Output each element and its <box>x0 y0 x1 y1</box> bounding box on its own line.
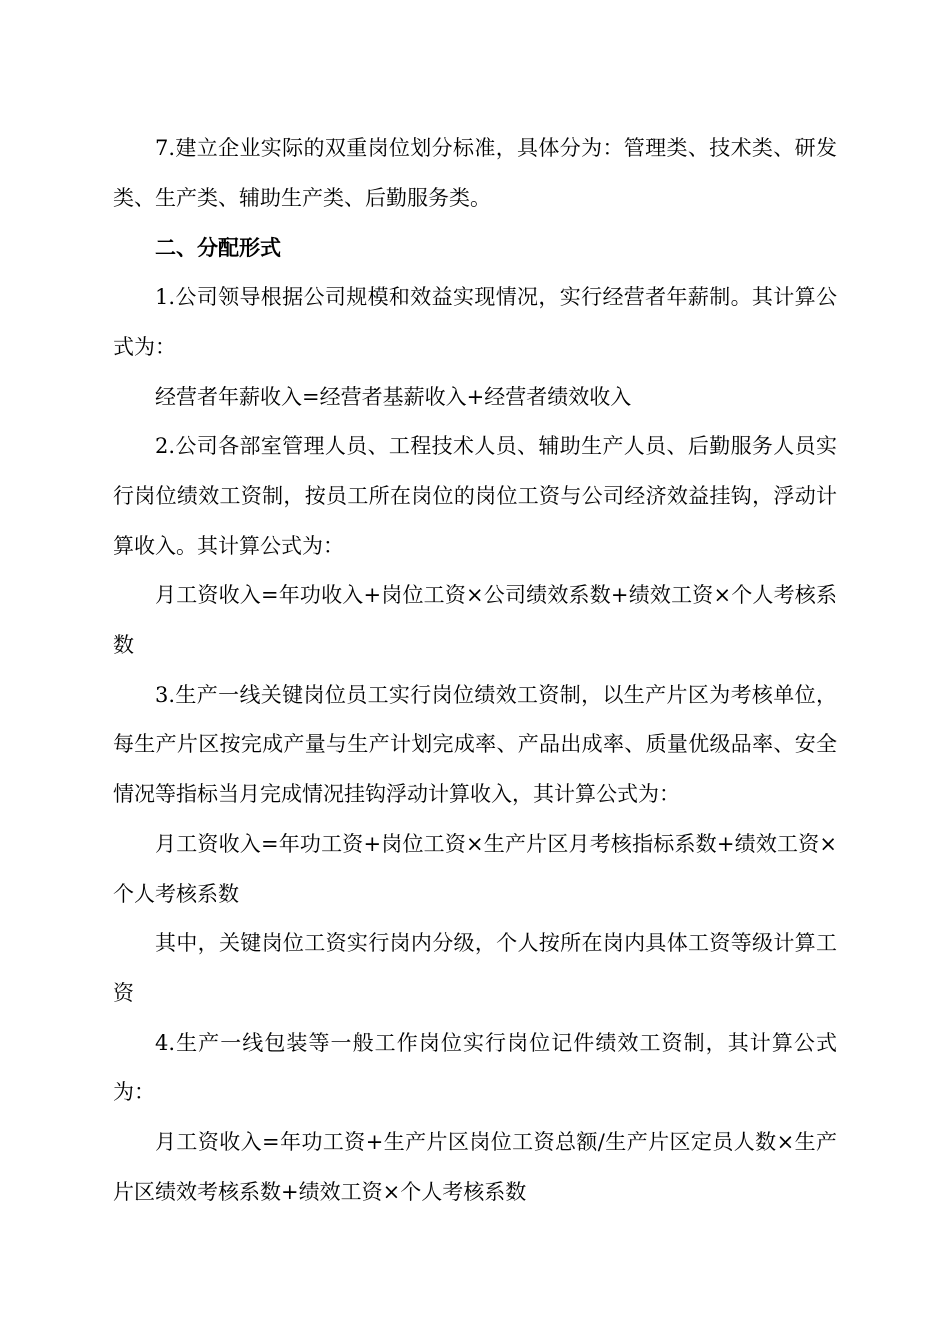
paragraph-staff-salary: 2.公司各部室管理人员、工程技术人员、辅助生产人员、后勤服务人员实行岗位绩效工资制，按员工所在岗位的岗位工资与公司经济效益挂钩，浮动计算收入。其计算公式为： <box>113 434 837 558</box>
section-heading-distribution: 二、分配形式 <box>155 235 281 261</box>
formula-key-post-salary: 月工资收入=年功工资+岗位工资×生产片区月考核指标系数+绩效工资×个人考核系数 <box>113 831 837 906</box>
paragraph-key-post-salary: 3.生产一线关键岗位员工实行岗位绩效工资制，以生产片区为考核单位，每生产片区按完成产量与生产计划完成率、产品出成率、质量优级品率、安全情况等指标当月完成情况挂钩浮动计算收入，其计算公式为： <box>113 682 837 807</box>
formula-staff-salary: 月工资收入=年功收入+岗位工资×公司绩效系数+绩效工资×个人考核系数 <box>113 583 837 658</box>
formula-piecework-salary: 月工资收入=年功工资+生产片区岗位工资总额/生产片区定员人数×生产片区绩效考核系数+绩效工资×个人考核系数 <box>113 1130 837 1204</box>
paragraph-post-classification: 7.建立企业实际的双重岗位划分标准，具体分为：管理类、技术类、研发类、生产类、辅助生产类、后勤服务类。 <box>113 136 837 210</box>
paragraph-key-post-grading: 其中，关键岗位工资实行岗内分级，个人按所在岗内具体工资等级计算工资 <box>113 931 837 1005</box>
paragraph-executive-salary: 1.公司领导根据公司规模和效益实现情况，实行经营者年薪制。其计算公式为： <box>113 285 837 359</box>
formula-executive-salary: 经营者年薪收入=经营者基薪收入+经营者绩效收入 <box>155 384 632 409</box>
paragraph-piecework-salary: 4.生产一线包装等一般工作岗位实行岗位记件绩效工资制，其计算公式为： <box>113 1030 837 1105</box>
document-body <box>113 124 837 1217</box>
